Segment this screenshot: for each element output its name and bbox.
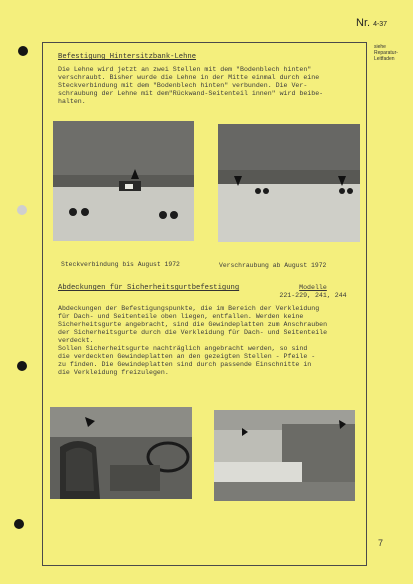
models-label: Modelle: [299, 284, 327, 291]
section2-title: Abdeckungen für Sicherheitsgurtbefestigung: [58, 284, 240, 292]
models-block: [273, 284, 353, 300]
document-number: [356, 17, 387, 29]
side-note-line: siehe: [374, 44, 386, 50]
side-note-line: Reparatur-: [374, 50, 398, 56]
caption-right: Verschraubung ab August 1972: [219, 262, 327, 269]
punch-hole-lower: [17, 361, 27, 371]
photo-plug-connection: [53, 121, 194, 241]
section1-text: Die Lehne wird jetzt an zwei Stellen mit dem "Bodenblech hinten" verschraubt. Bisher wurde die Lehne in der Mitte einmal durch eine Steckverbindung mit dem "Bodenblech hinten" verbunden. Die Ver- schraubung der Lehne mit dem"Rückwand-Seitenteil innen" wird beibe- halten.: [58, 66, 324, 105]
punch-hole-bottom: [14, 519, 24, 529]
photo-screw-connection: [218, 124, 360, 242]
section1-title: Befestigung Hintersitzbank-Lehne: [58, 53, 197, 61]
side-note: [374, 44, 410, 62]
nr-value: 4-37: [373, 21, 388, 28]
side-note-line: Leitfaden: [374, 56, 395, 62]
nr-label: Nr.: [356, 17, 371, 29]
photo-side-panel: [214, 410, 355, 501]
models-values: 221-229, 241, 244: [279, 292, 347, 299]
photo-cab-interior: [50, 407, 192, 499]
page-number: 7: [378, 538, 384, 548]
punch-hole-top: [18, 46, 28, 56]
punch-hole-middle: [17, 205, 27, 215]
caption-left: Steckverbindung bis August 1972: [61, 261, 180, 268]
section2-text: Abdeckungen der Befestigungspunkte, die im Bereich der Verkleidung für Dach- und Seitenteile oben liegen, entfallen. Werden keine Sicherheitsgurte angebracht, sind die Gewindeplatten zum Anschrauben der Sicherheitsgurte durch die Verkleidung für Dach- und Seitenteile verdeckt. Sollen Sicherheitsgurte nachträglich angebracht werden, so sind die verdeckten Gewindeplatten an den gezeigten Stellen - Pfeile - zu finden. Die Gewindeplatten sind durch passende Einschnitte in die Verkleidung freizulegen.: [58, 305, 328, 376]
